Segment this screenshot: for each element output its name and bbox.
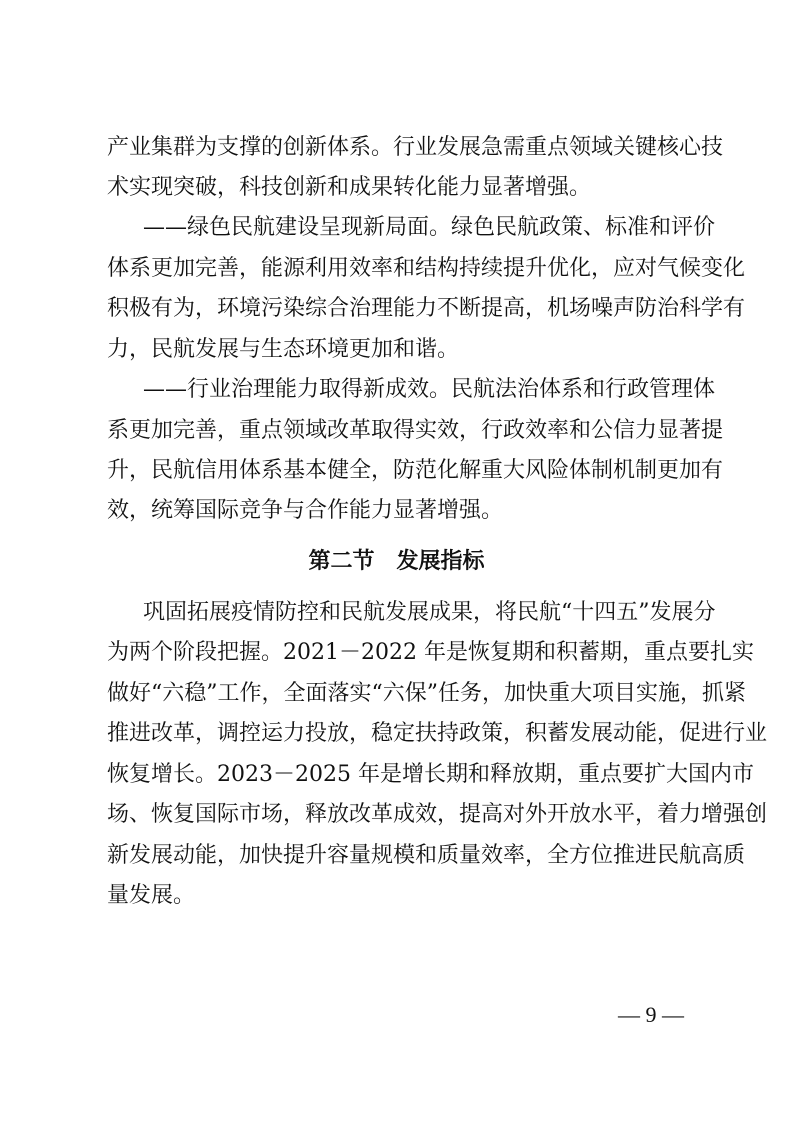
text-line: 力，民航发展与生态环境更加和谐。 [107, 337, 460, 362]
text-line: 升，民航信用体系基本健全，防范化解重大风险体制机制更加有 [107, 458, 724, 483]
text-line: 做好“六稳”工作，全面落实“六保”任务，加快重大项目实施，抓紧 [107, 681, 746, 706]
text-line: 量发展。 [107, 883, 196, 908]
paragraph-start-line: 巩固拓展疫情防控和民航发展成果，将民航“十四五”发展分 [143, 600, 716, 625]
text-line: 效，统筹国际竞争与合作能力显著增强。 [107, 498, 504, 523]
paragraph-start-line: ——行业治理能力取得新成效。民航法治体系和行政管理体 [143, 377, 716, 402]
section-heading: 第二节 发展指标 [308, 548, 485, 574]
text-line: 恢复增长。2023－2025 年是增长期和释放期，重点要扩大国内市 [107, 762, 754, 787]
text-line: 体系更加完善，能源利用效率和结构持续提升优化，应对气候变化 [107, 256, 746, 281]
text-line: 术实现突破，科技创新和成果转化能力显著增强。 [107, 175, 592, 200]
text-line: 产业集群为支撑的创新体系。行业发展急需重点领域关键核心技 [107, 135, 724, 160]
text-line: 新发展动能，加快提升容量规模和质量效率，全方位推进民航高质 [107, 843, 746, 868]
text-line: 推进改革，调控运力投放，稳定扶持政策，积蓄发展动能，促进行业 [107, 721, 768, 746]
text-line: 场、恢复国际市场，释放改革成效，提高对外开放水平，着力增强创 [107, 802, 768, 827]
text-line: 为两个阶段把握。2021－2022 年是恢复期和积蓄期，重点要扎实 [107, 640, 754, 665]
text-line: 积极有为，环境污染综合治理能力不断提高，机场噪声防治科学有 [107, 296, 746, 321]
paragraph-start-line: ——绿色民航建设呈现新局面。绿色民航政策、标准和评价 [143, 215, 716, 240]
text-line: 系更加完善，重点领域改革取得实效，行政效率和公信力显著提 [107, 418, 724, 443]
page-number: — 9 — [618, 1002, 684, 1027]
